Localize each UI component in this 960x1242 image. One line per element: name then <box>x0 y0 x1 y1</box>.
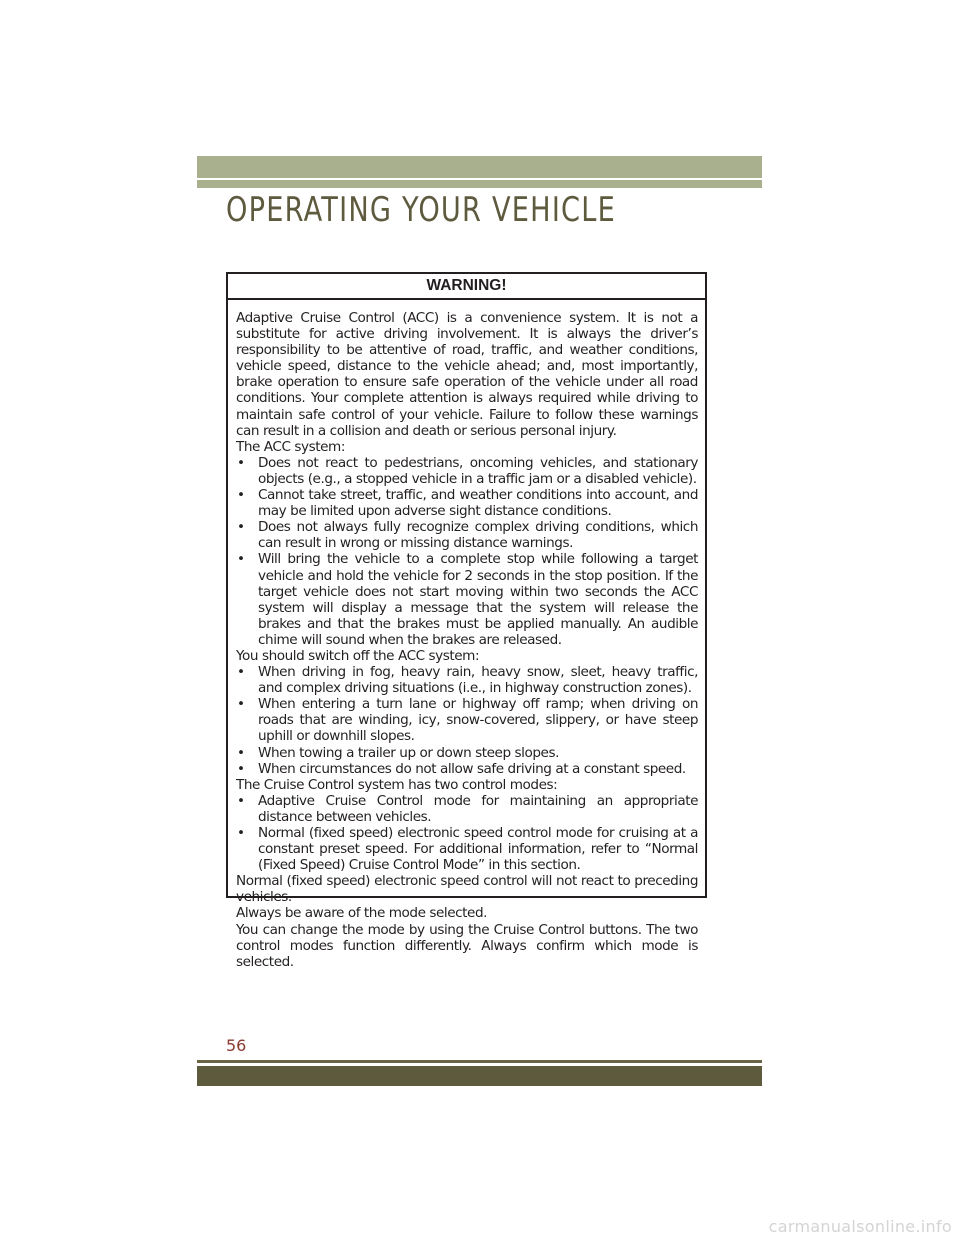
switch-off-item: • When towing a trailer up or down steep slopes. <box>236 745 698 761</box>
modes-list <box>236 793 698 873</box>
closing-note-1: Normal (fixed speed) electronic speed control will not react to preceding vehicles. <box>236 873 698 906</box>
warning-body <box>228 300 705 970</box>
warning-box <box>226 272 707 970</box>
acc-item: • Cannot take street, traffic, and weather conditions into account, and may be limited upon adverse sight distance conditions. <box>236 487 698 519</box>
mode-item: • Adaptive Cruise Control mode for maintaining an appropriate distance between vehicles. <box>236 793 698 825</box>
mode-item: • Normal (fixed speed) electronic speed control mode for cruising at a constant preset speed. For additional information, refer to “Normal (Fixed Speed) Cruise Control Mode” in this section. <box>236 825 698 873</box>
switch-off-heading: You should switch off the ACC system: <box>236 647 480 664</box>
acc-item: • Does not react to pedestrians, oncoming vehicles, and stationary objects (e.g., a stopped vehicle in a traffic jam or a disabled vehicle). <box>236 455 698 487</box>
switch-off-item: • When circumstances do not allow safe driving at a constant speed. <box>236 761 698 777</box>
acc-item: • Does not always fully recognize complex driving conditions, which can result in wrong or missing distance warnings. <box>236 519 698 551</box>
switch-off-item: • When entering a turn lane or highway off ramp; when driving on roads that are winding, icy, snow-covered, slippery, or have steep uphill or downhill slopes. <box>236 696 698 744</box>
acc-item: • Will bring the vehicle to a complete stop while following a target vehicle and hold the vehicle for 2 seconds in the stop position. If the target vehicle does not start moving within two seconds the ACC system will display a message that the system will release the brakes and that the brakes must be applied manually. An audible chime will sound when the brakes are released. <box>236 551 698 648</box>
header-stripe <box>197 180 762 188</box>
switch-off-list <box>236 664 698 777</box>
acc-heading: The ACC system: <box>236 438 345 455</box>
footer-rule <box>197 1060 762 1063</box>
modes-heading: The Cruise Control system has two control modes: <box>236 776 558 793</box>
warning-intro: Adaptive Cruise Control (ACC) is a convenience system. It is not a substitute for active driving involvement. It is always the driver’s responsibility to be attentive of road, traffic, and weather conditions, vehicle speed, distance to the vehicle ahead; and, most importantly, brake operation to ensure safe operation of the vehicle under all road conditions. Your complete attention is always required while driving to maintain safe control of your vehicle. Failure to follow these warnings can result in a collision and death or serious personal injury. <box>236 310 698 439</box>
closing-note-2: Always be aware of the mode selected. <box>236 905 488 922</box>
section-title: OPERATING YOUR VEHICLE <box>226 190 616 230</box>
page-number: 56 <box>226 1036 247 1055</box>
watermark: carmanualsonline.info <box>768 1217 952 1236</box>
warning-title: WARNING! <box>228 274 705 300</box>
footer-band <box>197 1066 762 1086</box>
switch-off-item: • When driving in fog, heavy rain, heavy snow, sleet, heavy traffic, and complex driving situations (i.e., in highway construction zones). <box>236 664 698 696</box>
closing-note-3: You can change the mode by using the Cruise Control buttons. The two control modes function differently. Always confirm which mode is selected. <box>236 921 698 970</box>
header-band <box>197 156 762 178</box>
acc-list <box>236 455 698 648</box>
